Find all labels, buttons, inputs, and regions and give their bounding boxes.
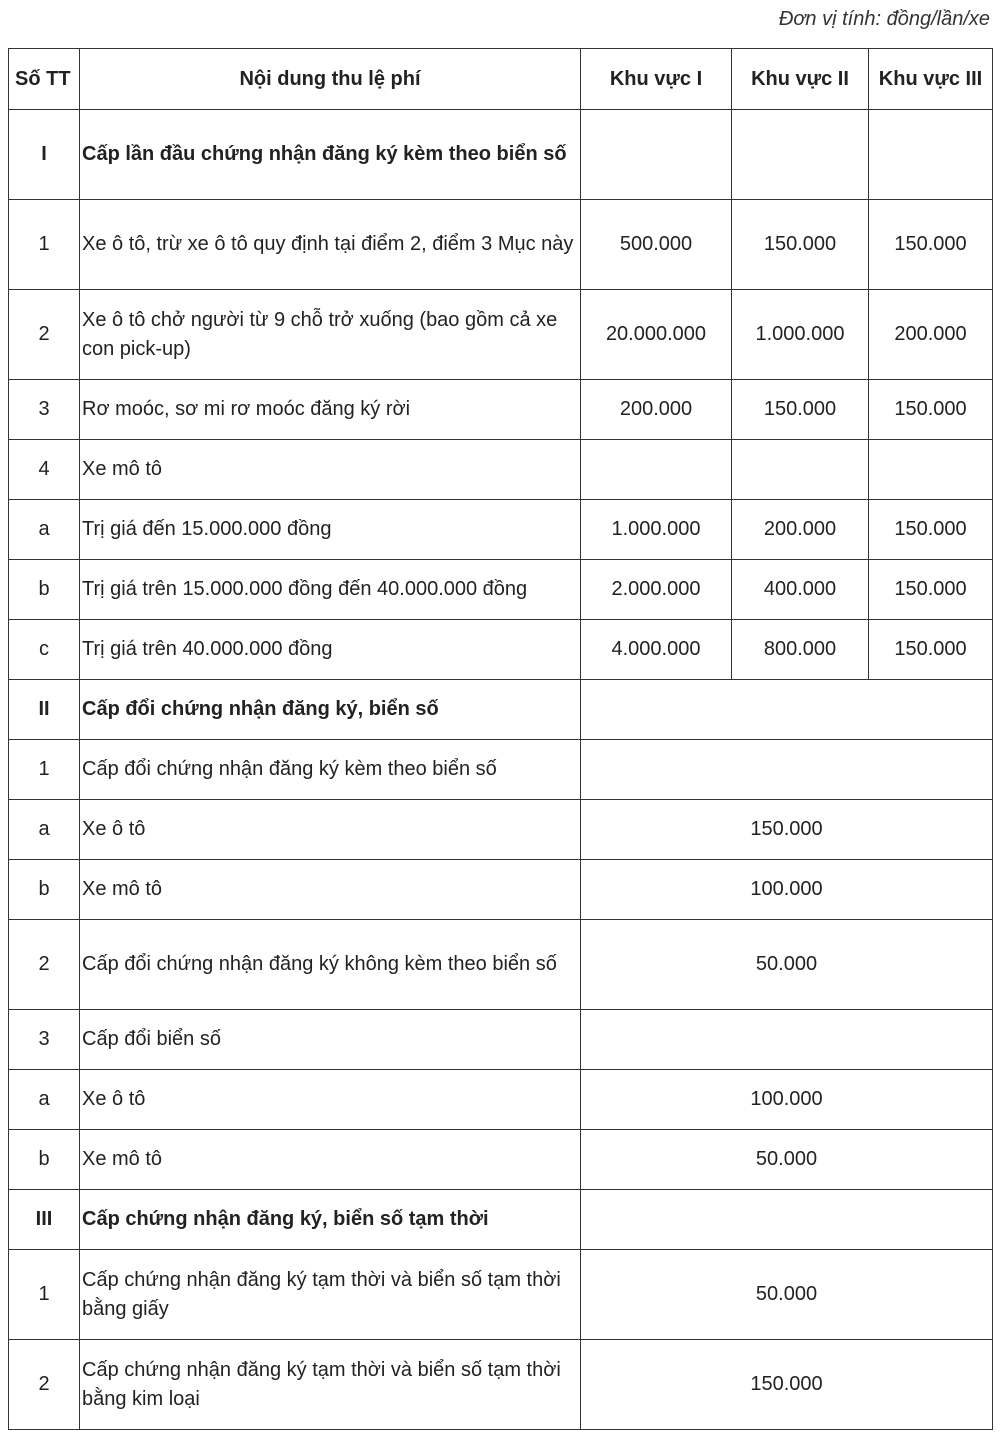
area-3-fee: 150.000 [869,380,993,440]
row-number: 2 [9,290,80,380]
row-number: 3 [9,380,80,440]
table-row [9,500,993,560]
row-number: b [9,560,80,620]
row-number: 1 [9,740,80,800]
merged-fee: 150.000 [581,800,993,860]
table-row [9,440,993,500]
table-row [9,1340,993,1430]
row-content: Cấp chứng nhận đăng ký tạm thời và biển số tạm thời bằng giấy [80,1250,581,1340]
area-3-fee: 150.000 [869,560,993,620]
table-row [9,560,993,620]
row-number: b [9,860,80,920]
table-row [9,1190,993,1250]
row-content: Xe ô tô [80,800,581,860]
area-1-fee: 200.000 [581,380,732,440]
area-1-fee [581,440,732,500]
area-2-fee [732,110,869,200]
area-1-fee [581,110,732,200]
merged-fee [581,740,993,800]
row-number: 2 [9,920,80,1010]
table-row [9,800,993,860]
table-row [9,380,993,440]
row-number: a [9,500,80,560]
table-row [9,740,993,800]
area-3-fee [869,110,993,200]
row-content: Trị giá trên 15.000.000 đồng đến 40.000.000 đồng [80,560,581,620]
table-row [9,620,993,680]
row-number: b [9,1130,80,1190]
area-2-fee [732,440,869,500]
merged-fee: 100.000 [581,860,993,920]
area-1-fee: 4.000.000 [581,620,732,680]
area-2-fee: 1.000.000 [732,290,869,380]
row-content: Cấp đổi chứng nhận đăng ký, biển số [80,680,581,740]
row-number: c [9,620,80,680]
table-row [9,200,993,290]
row-content: Rơ moóc, sơ mi rơ moóc đăng ký rời [80,380,581,440]
row-number: 4 [9,440,80,500]
header-area-3: Khu vực III [869,49,993,110]
table-row [9,860,993,920]
area-3-fee: 150.000 [869,500,993,560]
area-1-fee: 500.000 [581,200,732,290]
area-1-fee: 2.000.000 [581,560,732,620]
row-number: 1 [9,200,80,290]
row-content: Xe ô tô [80,1070,581,1130]
row-content: Xe ô tô, trừ xe ô tô quy định tại điểm 2, điểm 3 Mục này [80,200,581,290]
area-3-fee: 150.000 [869,620,993,680]
row-content: Xe ô tô chở người từ 9 chỗ trở xuống (bao gồm cả xe con pick-up) [80,290,581,380]
table-row [9,920,993,1010]
merged-fee: 150.000 [581,1340,993,1430]
merged-fee [581,1190,993,1250]
area-1-fee: 1.000.000 [581,500,732,560]
row-content: Cấp lần đầu chứng nhận đăng ký kèm theo biển số [80,110,581,200]
area-2-fee: 200.000 [732,500,869,560]
merged-fee [581,1010,993,1070]
row-number: a [9,800,80,860]
merged-fee: 100.000 [581,1070,993,1130]
header-area-1: Khu vực I [581,49,732,110]
area-3-fee: 150.000 [869,200,993,290]
area-1-fee: 20.000.000 [581,290,732,380]
unit-note: Đơn vị tính: đồng/lần/xe [778,8,990,30]
row-content: Cấp đổi chứng nhận đăng ký kèm theo biển số [80,740,581,800]
row-number: III [9,1190,80,1250]
merged-fee: 50.000 [581,1250,993,1340]
area-3-fee [869,440,993,500]
merged-fee: 50.000 [581,920,993,1010]
area-3-fee: 200.000 [869,290,993,380]
area-2-fee: 150.000 [732,200,869,290]
area-2-fee: 400.000 [732,560,869,620]
header-row [9,49,993,110]
row-number: 3 [9,1010,80,1070]
area-2-fee: 800.000 [732,620,869,680]
row-content: Xe mô tô [80,1130,581,1190]
table-row [9,110,993,200]
row-number: 2 [9,1340,80,1430]
header-area-2: Khu vực II [732,49,869,110]
row-number: a [9,1070,80,1130]
row-content: Trị giá trên 40.000.000 đồng [80,620,581,680]
merged-fee [581,680,993,740]
header-stt: Số TT [9,49,80,110]
row-content: Cấp chứng nhận đăng ký tạm thời và biển số tạm thời bằng kim loại [80,1340,581,1430]
row-content: Cấp đổi biển số [80,1010,581,1070]
area-2-fee: 150.000 [732,380,869,440]
row-content: Cấp chứng nhận đăng ký, biển số tạm thời [80,1190,581,1250]
row-number: 1 [9,1250,80,1340]
table-row [9,680,993,740]
row-number: I [9,110,80,200]
table-row [9,1130,993,1190]
table-row [9,290,993,380]
row-content: Xe mô tô [80,440,581,500]
header-content: Nội dung thu lệ phí [80,49,581,110]
row-number: II [9,680,80,740]
row-content: Cấp đổi chứng nhận đăng ký không kèm theo biển số [80,920,581,1010]
merged-fee: 50.000 [581,1130,993,1190]
table-row [9,1250,993,1340]
row-content: Xe mô tô [80,860,581,920]
table-row [9,1070,993,1130]
fee-table [8,48,993,1430]
row-content: Trị giá đến 15.000.000 đồng [80,500,581,560]
table-row [9,1010,993,1070]
